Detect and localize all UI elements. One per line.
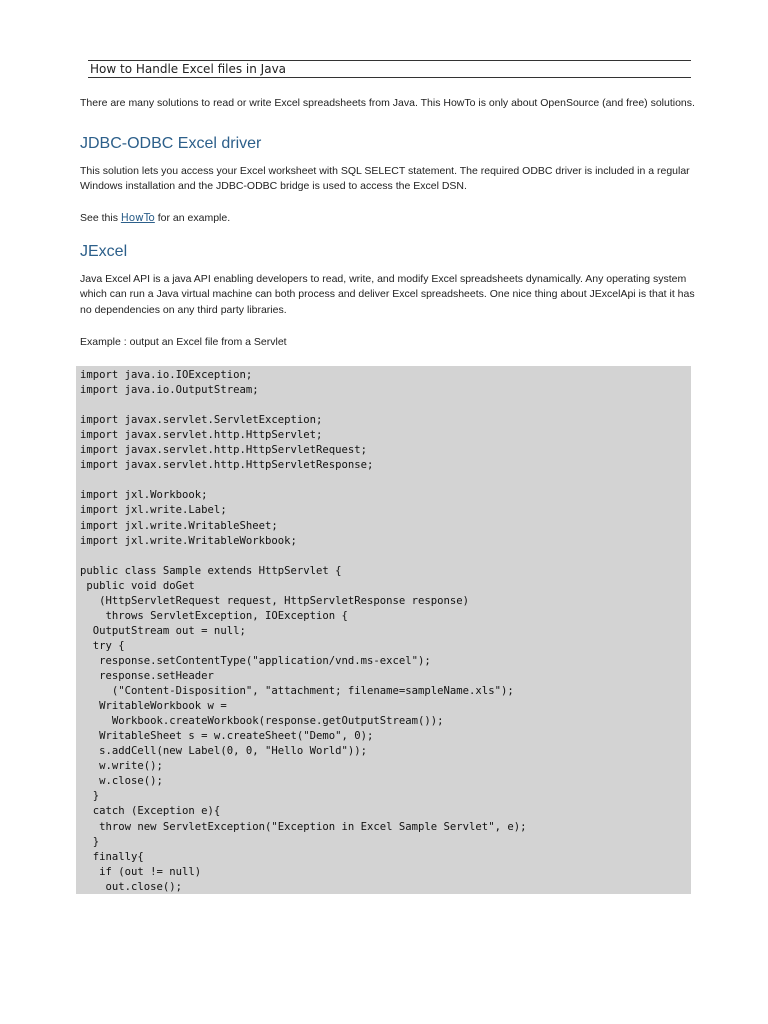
code-line: s.addCell(new Label(0, 0, "Hello World")); bbox=[80, 745, 368, 758]
code-line: import javax.servlet.ServletException; bbox=[80, 414, 323, 427]
code-line: w.close(); bbox=[80, 775, 163, 788]
code-line: import javax.servlet.http.HttpServletResponse; bbox=[80, 459, 374, 472]
code-line: WritableSheet s = w.createSheet("Demo", 0); bbox=[80, 730, 374, 743]
code-line: import javax.servlet.http.HttpServlet; bbox=[80, 429, 323, 442]
code-line: ("Content-Disposition", "attachment; filename=sampleName.xls"); bbox=[80, 685, 514, 698]
code-line: try { bbox=[80, 639, 125, 652]
code-line: } bbox=[80, 790, 100, 803]
code-line: import javax.servlet.http.HttpServletRequest; bbox=[80, 444, 368, 457]
code-line: out.close(); bbox=[80, 880, 183, 893]
code-line: catch (Exception e){ bbox=[80, 805, 221, 818]
code-line: w.write(); bbox=[80, 760, 163, 773]
section-heading-jexcel: JExcel bbox=[80, 243, 128, 260]
code-line: if (out != null) bbox=[80, 865, 202, 878]
jexcel-paragraph: Java Excel API is a java API enabling developers to read, write, and modify Excel spreadsheets dynamically. Any operating system which can run a Java virtual machine can both process and deliver Excel spreadsheets. One nice thing about JExcelApi is that it has no dependencies on any third party libraries. bbox=[80, 273, 695, 316]
code-line: public void doGet bbox=[80, 579, 195, 592]
code-line: throws ServletException, IOException { bbox=[80, 609, 348, 622]
see-howto-paragraph bbox=[80, 211, 695, 226]
code-line: finally{ bbox=[80, 850, 144, 863]
section-heading-jdbc-odbc: JDBC-ODBC Excel driver bbox=[80, 135, 262, 152]
code-line: (HttpServletRequest request, HttpServletResponse response) bbox=[80, 594, 470, 607]
code-block bbox=[76, 366, 691, 894]
code-line: import jxl.Workbook; bbox=[80, 489, 208, 502]
code-line: WritableWorkbook w = bbox=[80, 700, 227, 713]
intro-paragraph: There are many solutions to read or write Excel spreadsheets from Java. This HowTo is only about OpenSource (and free) solutions. bbox=[80, 97, 695, 109]
see-suffix: for an example. bbox=[154, 212, 231, 224]
code-line: OutputStream out = null; bbox=[80, 624, 246, 637]
code-line: import java.io.OutputStream; bbox=[80, 384, 259, 397]
code-line: import jxl.write.Label; bbox=[80, 504, 227, 517]
code-line: response.setContentType("application/vnd.ms-excel"); bbox=[80, 654, 431, 667]
example-label: Example : output an Excel file from a Servlet bbox=[80, 336, 287, 348]
code-line: import jxl.write.WritableSheet; bbox=[80, 519, 278, 532]
document-title: How to Handle Excel files in Java bbox=[90, 62, 287, 76]
code-line: import jxl.write.WritableWorkbook; bbox=[80, 534, 297, 547]
document-header bbox=[88, 60, 691, 78]
code-line: public class Sample extends HttpServlet { bbox=[80, 564, 342, 577]
code-line: import java.io.IOException; bbox=[80, 369, 253, 381]
code-line: response.setHeader bbox=[80, 670, 214, 682]
code-line: throw new ServletException("Exception in Excel Sample Servlet", e); bbox=[80, 820, 527, 833]
jdbc-odbc-paragraph: This solution lets you access your Excel worksheet with SQL SELECT statement. The required ODBC driver is included in a regular Windows installation and the JDBC-ODBC bridge is used to access the Excel DSN. bbox=[80, 165, 690, 193]
see-prefix: See this bbox=[80, 212, 121, 224]
howto-link[interactable]: HowTo bbox=[120, 212, 155, 224]
code-line: } bbox=[80, 835, 100, 848]
code-line: Workbook.createWorkbook(response.getOutputStream()); bbox=[80, 715, 444, 728]
